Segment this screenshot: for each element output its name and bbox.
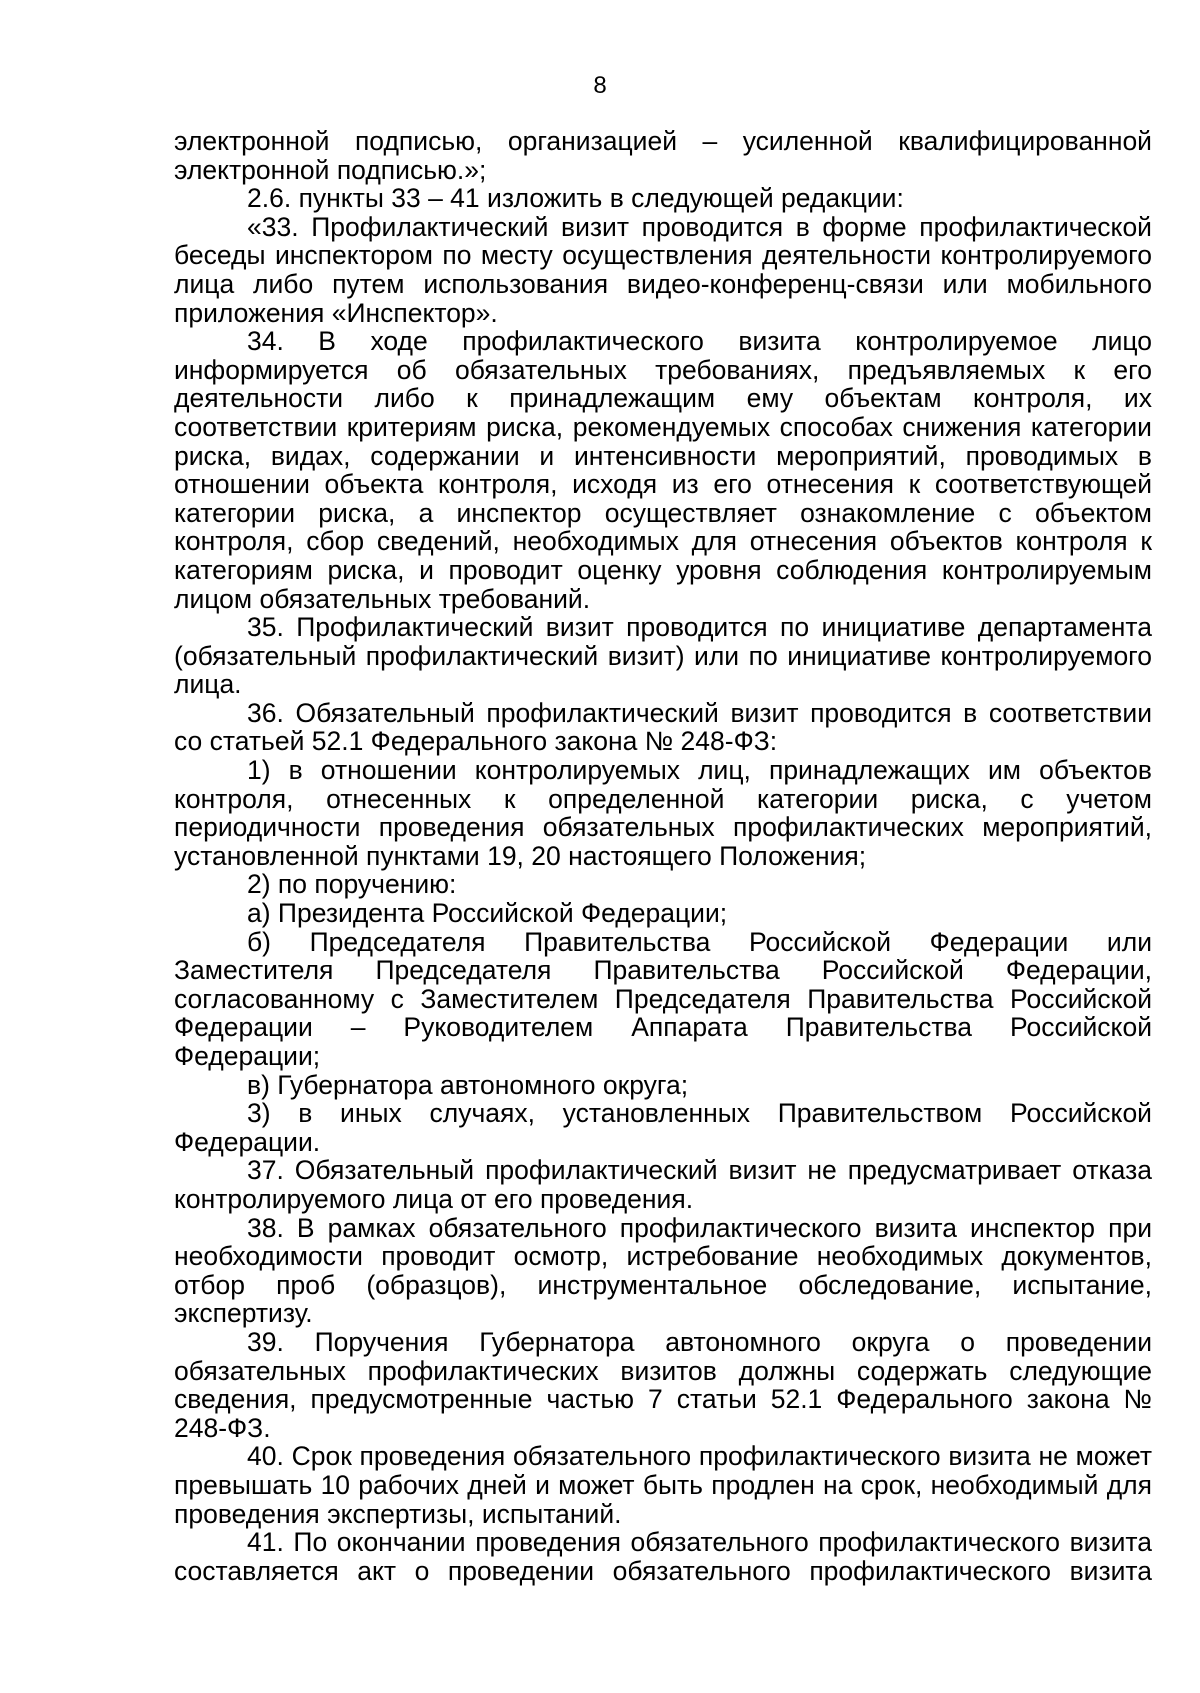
paragraph-continuation: электронной подписью, организацией – усиленной квалифицированной электронной подписью.»; — [174, 126, 1152, 185]
paragraph-36-item-2a: а) Президента Российской Федерации; — [247, 898, 728, 929]
paragraph-36-item-2v: в) Губернатора автономного округа; — [247, 1069, 689, 1100]
paragraph-39: 39. Поручения Губернатора автономного округа о проведении обязательных профилактических визитов должны содержать следующие сведения, предусмотренные частью 7 статьи 52.1 Федерального закона № 248-ФЗ. — [174, 1326, 1152, 1443]
paragraph-36-item-2b: б) Председателя Правительства Российской Федерации или Заместителя Председателя Правительства Российской Федерации, согласованному с Заместителем Председателя Правительства Российской Федерации – Руководителем Аппарата Правительства Российской Федерации; — [174, 926, 1152, 1071]
page-number: 8 — [593, 72, 607, 99]
paragraph-36-item-2: 2) по поручению: — [247, 869, 457, 900]
paragraph-40: 40. Срок проведения обязательного профилактического визита не может превышать 10 рабочих дней и может быть продлен на срок, необходимый для проведения экспертизы, испытаний. — [174, 1441, 1152, 1529]
paragraph-36: 36. Обязательный профилактический визит проводится в соответствии со статьей 52.1 Федерального закона № 248-ФЗ: — [174, 697, 1152, 757]
paragraph-36-item-3: 3) в иных случаях, установленных Правительством Российской Федерации. — [174, 1098, 1152, 1157]
document-body — [174, 127, 1152, 1585]
paragraph-34: 34. В ходе профилактического визита контролируемое лицо информируется об обязательных требованиях, предъявляемых к его деятельности либо к принадлежащим ему объектам контроля, их соответствии критериям риска, рекомендуемых способах снижения категории риска, видах, содержании и интенсивности мероприятий, проводимых в отношении объекта контроля, исходя из его отнесения к соответствующей категории риска, а инспектор осуществляет ознакомление с объектом контроля, сбор сведений, необходимых для отнесения объектов контроля к категориям риска, и проводит оценку уровня соблюдения контролируемым лицом обязательных требований. — [174, 326, 1152, 614]
paragraph-35: 35. Профилактический визит проводится по инициативе департамента (обязательный профилактический визит) или по инициативе контролируемого лица. — [174, 612, 1152, 700]
paragraph-36-item-1: 1) в отношении контролируемых лиц, принадлежащих им объектов контроля, отнесенных к определенной категории риска, с учетом периодичности проведения обязательных профилактических мероприятий, установленной пунктами 19, 20 настоящего Положения; — [174, 755, 1152, 871]
paragraph-33: «33. Профилактический визит проводится в форме профилактической беседы инспектором по месту осуществления деятельности контролируемого лица либо путем использования видео-конференц-связи или мобильного приложения «Инспектор». — [174, 211, 1152, 328]
paragraph-38: 38. В рамках обязательного профилактического визита инспектор при необходимости проводит осмотр, истребование необходимых документов, отбор проб (образцов), инструментальное обследование, испытание, экспертизу. — [174, 1212, 1152, 1329]
paragraph-41: 41. По окончании проведения обязательного профилактического визита составляется акт о проведении обязательного профилактического визита — [174, 1527, 1152, 1586]
paragraph-2-6: 2.6. пункты 33 – 41 изложить в следующей редакции: — [247, 183, 904, 214]
paragraph-37: 37. Обязательный профилактический визит не предусматривает отказа контролируемого лица от его проведения. — [174, 1155, 1152, 1214]
